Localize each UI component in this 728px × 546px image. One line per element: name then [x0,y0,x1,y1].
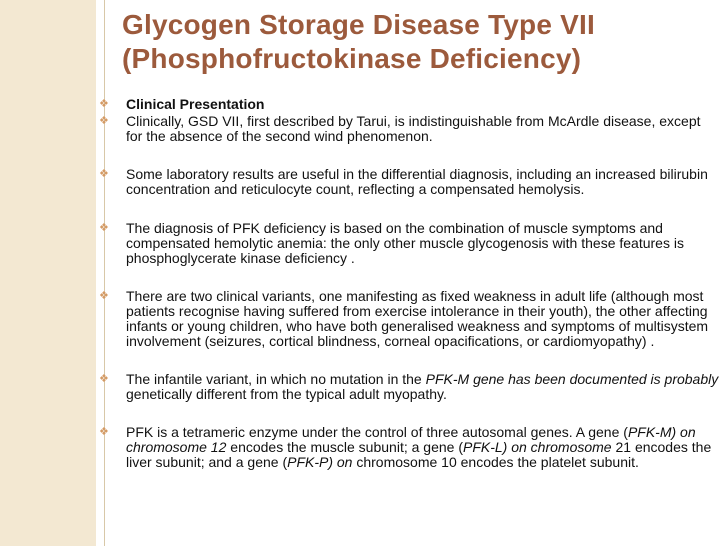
bullet-text-part: The infantile variant, in which no mutation in the [126,371,426,387]
bullet-text-part: chromosome 10 encodes the platelet subunit. [352,454,639,470]
bullet-text [126,425,720,470]
diamond-bullet-icon: ❖ [99,222,109,234]
bullet-text-italic: PFK-P) on [287,454,353,470]
bullet-text-part: genetically different from the typical adult myopathy. [126,386,447,402]
slide-title [122,8,722,76]
bullet-text: Clinical Presentation [126,96,265,112]
diamond-bullet-icon: ❖ [99,373,109,385]
bullet-item [96,114,728,144]
bullet-item [96,97,728,112]
bullet-text-part: PFK is a tetrameric enzyme under the control of three autosomal genes. A gene ( [126,424,628,440]
bullet-text-italic: PFK-L) on chromosome [462,439,612,455]
bullet-text [126,372,720,402]
bullet-text: Some laboratory results are useful in the differential diagnosis, including an increased bilirubin concentration and reticulocyte count, reflecting a compensated hemolysis. [126,166,708,197]
bullet-text-italic: PFK-M gene has been documented is probably [425,371,719,387]
bullet-item [96,289,728,349]
left-decorative-band [0,0,96,546]
bullet-item [96,221,728,266]
bullet-item [96,425,728,470]
bullet-text: Clinically, GSD VII, first described by Tarui, is indistinguishable from McArdle disease, except for the absence of the second wind phenomenon. [126,113,701,144]
slide-title-line-2: (Phosphofructokinase Deficiency) [122,43,582,74]
diamond-bullet-icon: ❖ [99,98,109,110]
bullet-text: The diagnosis of PFK deficiency is based on the combination of muscle symptoms and compensated hemolytic anemia: the only other muscle glycogenosis with these features is phosphoglycerate kinase deficiency . [126,220,684,266]
bullet-text-part: 21 encodes the liver subunit; and a gene ( [126,439,712,470]
diamond-bullet-icon: ❖ [99,290,109,302]
bullet-list [96,97,728,470]
diamond-bullet-icon: ❖ [99,426,109,438]
slide-title-line-1: Glycogen Storage Disease Type VII [122,9,595,40]
bullet-text-part: encodes the muscle subunit; a gene ( [226,439,463,455]
bullet-item [96,372,728,402]
bullet-item [96,167,728,197]
bullet-text: There are two clinical variants, one manifesting as fixed weakness in adult life (although most patients recognise having suffered from exercise intolerance in their youth), the other affecting infants or young children, who have both generalised weakness and symptoms of multisystem involvement (seizures, cortical blindness, corneal opacifications, or cardiomyopathy) . [126,288,709,349]
bullet-text-italic: PFK-M) on chromosome 12 [126,424,696,455]
diamond-bullet-icon: ❖ [99,168,109,180]
diamond-bullet-icon: ❖ [99,115,109,127]
